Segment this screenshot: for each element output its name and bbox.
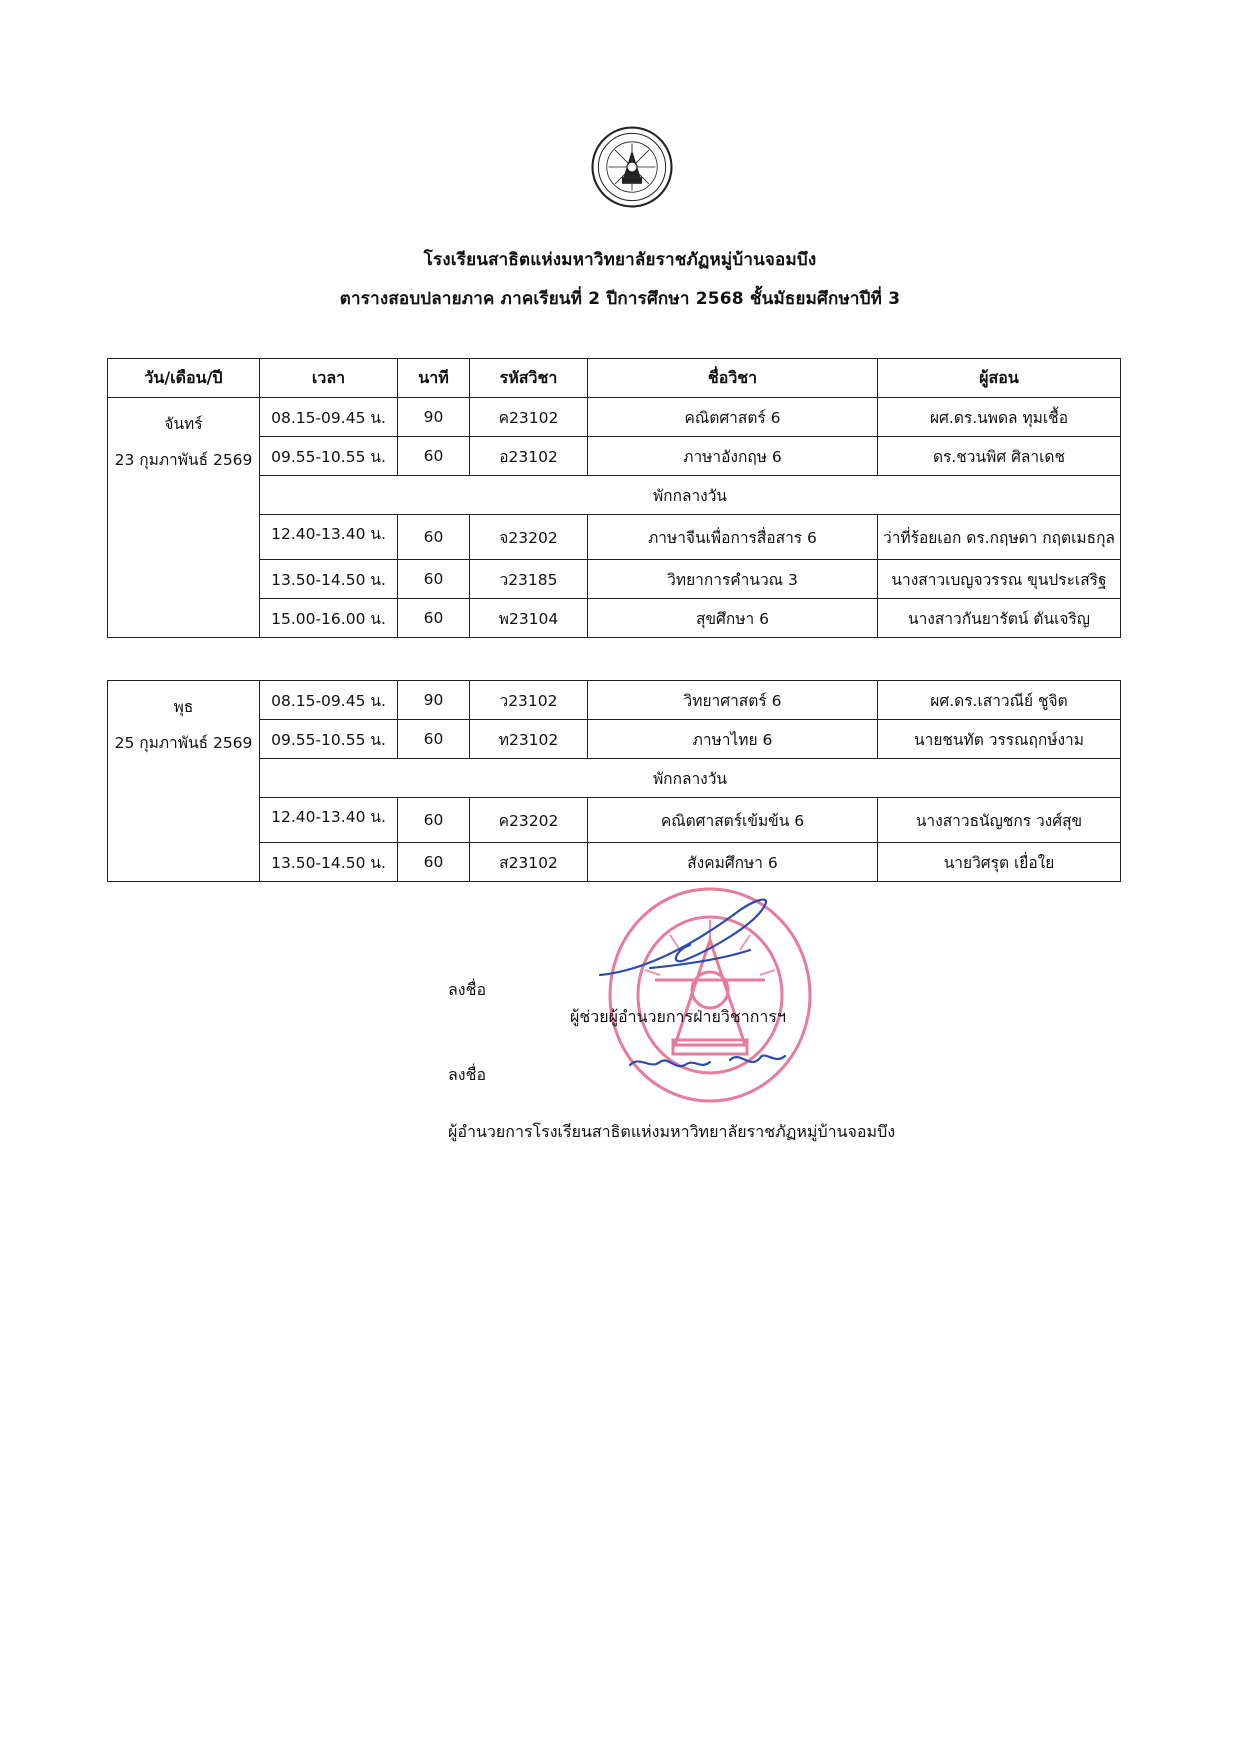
table-row <box>108 843 1121 882</box>
minutes-cell: 90 <box>398 398 470 437</box>
subject-cell: วิทยาการคำนวณ 3 <box>588 560 878 599</box>
lunch-row <box>108 476 1121 515</box>
signer-role-2: ผู้อำนวยการโรงเรียนสาธิตแห่งมหาวิทยาลัยราชภัฏหมู่บ้านจอมบึง <box>448 1122 896 1141</box>
handwritten-signature-icon <box>590 880 830 1100</box>
subject-cell: ภาษาไทย 6 <box>588 720 878 759</box>
lunch-break-cell: พักกลางวัน <box>260 759 1121 798</box>
minutes-cell: 60 <box>398 437 470 476</box>
table-row <box>108 560 1121 599</box>
col-header-code: รหัสวิชา <box>470 359 588 398</box>
teacher-cell: นายวิศรุต เยื่อใย <box>878 843 1121 882</box>
col-header-subject: ชื่อวิชา <box>588 359 878 398</box>
time-cell: 12.40-13.40 น. <box>260 798 398 843</box>
teacher-cell: นางสาวกันยารัตน์ ตันเจริญ <box>878 599 1121 638</box>
signer-role-1: ผู้ช่วยผู้อำนวยการฝ่ายวิชาการฯ <box>570 1007 786 1026</box>
code-cell: อ23102 <box>470 437 588 476</box>
time-cell: 13.50-14.50 น. <box>260 560 398 599</box>
minutes-cell: 60 <box>398 720 470 759</box>
code-cell: พ23104 <box>470 599 588 638</box>
time-cell: 09.55-10.55 น. <box>260 437 398 476</box>
code-cell: ท23102 <box>470 720 588 759</box>
code-cell: จ23202 <box>470 515 588 560</box>
subject-cell: สังคมศึกษา 6 <box>588 843 878 882</box>
lunch-row <box>108 759 1121 798</box>
table-row <box>108 599 1121 638</box>
weekday: พุธ <box>173 698 194 716</box>
col-header-teacher: ผู้สอน <box>878 359 1121 398</box>
table-row <box>108 798 1121 843</box>
code-cell: ส23102 <box>470 843 588 882</box>
minutes-cell: 60 <box>398 599 470 638</box>
sign-label-1: ลงชื่อ <box>448 980 487 999</box>
col-header-minutes: นาที <box>398 359 470 398</box>
exam-table-day-1 <box>107 358 1121 638</box>
teacher-cell: ว่าที่ร้อยเอก ดร.กฤษดา กฤตเมธกุล <box>878 515 1121 560</box>
minutes-cell: 60 <box>398 560 470 599</box>
table-row <box>108 515 1121 560</box>
sign-label-2: ลงชื่อ <box>448 1065 487 1084</box>
code-cell: ว23185 <box>470 560 588 599</box>
teacher-cell: ผศ.ดร.นพดล ทุมเชื้อ <box>878 398 1121 437</box>
school-emblem-icon <box>590 125 674 209</box>
time-cell: 09.55-10.55 น. <box>260 720 398 759</box>
code-cell: ค23102 <box>470 398 588 437</box>
teacher-cell: ดร.ชวนพิศ ศิลาเดช <box>878 437 1121 476</box>
teacher-cell: นางสาวธนัญชกร วงศ์สุข <box>878 798 1121 843</box>
time-cell: 08.15-09.45 น. <box>260 398 398 437</box>
weekday: จันทร์ <box>164 415 203 433</box>
time-cell: 15.00-16.00 น. <box>260 599 398 638</box>
table-row <box>108 398 1121 437</box>
school-name: โรงเรียนสาธิตแห่งมหาวิทยาลัยราชภัฏหมู่บ้านจอมบึง <box>423 250 817 270</box>
table-row <box>108 437 1121 476</box>
minutes-cell: 60 <box>398 843 470 882</box>
subject-cell: ภาษาจีนเพื่อการสื่อสาร 6 <box>588 515 878 560</box>
teacher-cell: นายชนทัต วรรณฤกษ์งาม <box>878 720 1121 759</box>
table-row <box>108 681 1121 720</box>
time-cell: 12.40-13.40 น. <box>260 515 398 560</box>
col-header-date: วัน/เดือน/ปี <box>108 359 260 398</box>
table-header-row <box>108 359 1121 398</box>
code-cell: ค23202 <box>470 798 588 843</box>
subject-cell: คณิตศาสตร์ 6 <box>588 398 878 437</box>
date: 23 กุมภาพันธ์ 2569 <box>114 451 253 469</box>
subject-cell: สุขศึกษา 6 <box>588 599 878 638</box>
minutes-cell: 60 <box>398 798 470 843</box>
day-cell <box>108 681 260 882</box>
date: 25 กุมภาพันธ์ 2569 <box>114 734 253 752</box>
col-header-time: เวลา <box>260 359 398 398</box>
time-cell: 08.15-09.45 น. <box>260 681 398 720</box>
subject-cell: ภาษาอังกฤษ 6 <box>588 437 878 476</box>
subject-cell: วิทยาศาสตร์ 6 <box>588 681 878 720</box>
exam-table-day-2 <box>107 680 1121 882</box>
lunch-break-cell: พักกลางวัน <box>260 476 1121 515</box>
teacher-cell: นางสาวเบญจวรรณ ขุนประเสริฐ <box>878 560 1121 599</box>
time-cell: 13.50-14.50 น. <box>260 843 398 882</box>
subject-cell: คณิตศาสตร์เข้มข้น 6 <box>588 798 878 843</box>
minutes-cell: 60 <box>398 515 470 560</box>
table-row <box>108 720 1121 759</box>
teacher-cell: ผศ.ดร.เสาวณีย์ ชูจิต <box>878 681 1121 720</box>
day-cell <box>108 398 260 638</box>
code-cell: ว23102 <box>470 681 588 720</box>
minutes-cell: 90 <box>398 681 470 720</box>
exam-schedule-subtitle: ตารางสอบปลายภาค ภาคเรียนที่ 2 ปีการศึกษา 2568 ชั้นมัธยมศึกษาปีที่ 3 <box>339 289 901 309</box>
